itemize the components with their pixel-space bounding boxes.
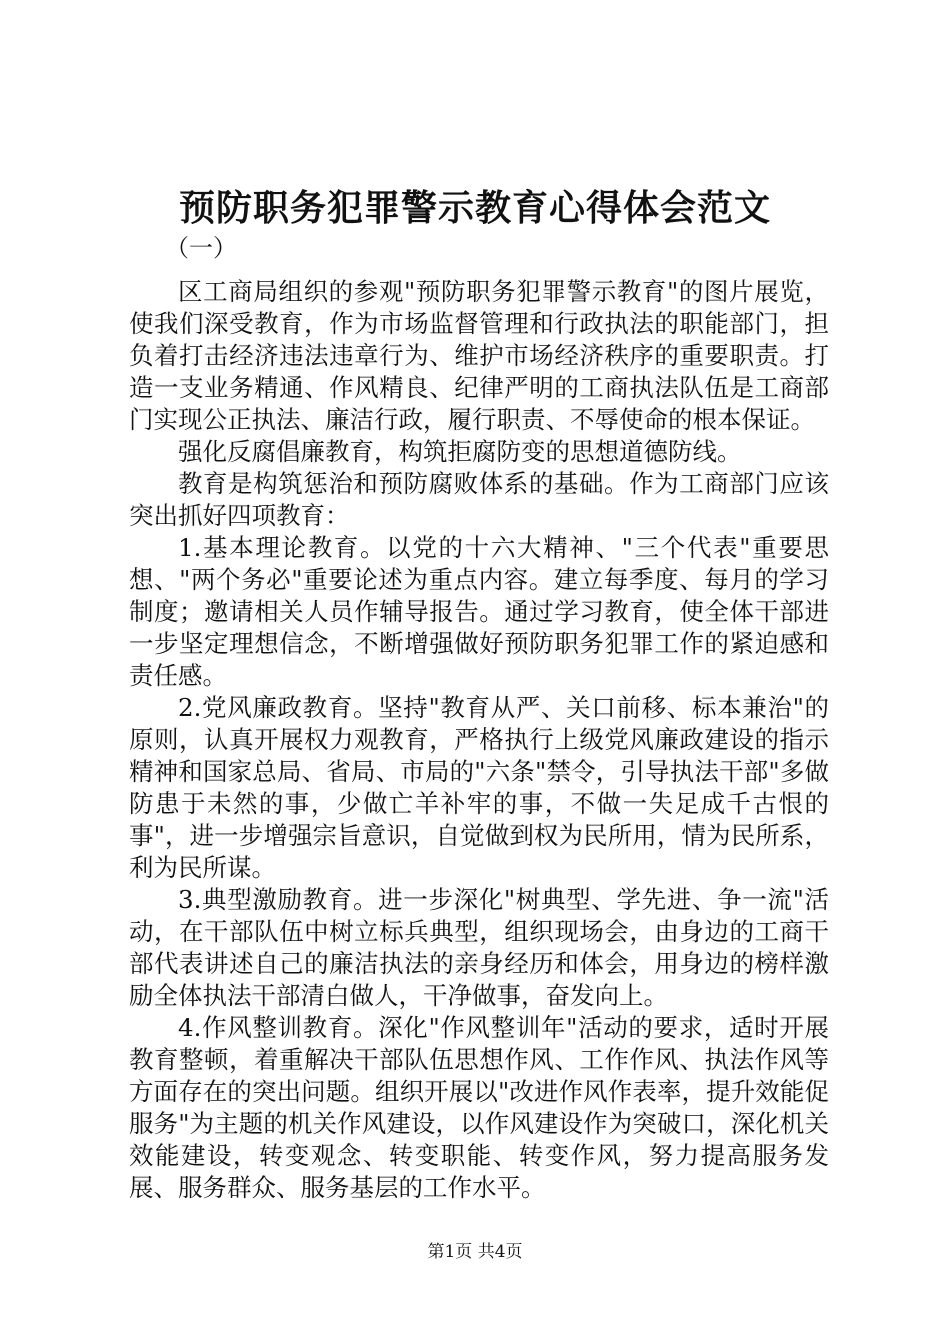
paragraph: 4.作风整训教育。深化"作风整训年"活动的要求，适时开展教育整顿，着重解决干部队伍思想作风、工作作风、执法作风等方面存在的突出问题。组织开展以"改进作风作表率，提升效能促服务"为主题的机关作风建设，以作风建设作为突破口，深化机关效能建设，转变观念、转变职能、转变作风，努力提高服务发展、服务群众、服务基层的工作水平。 xyxy=(129,1013,829,1202)
paragraph: 1.基本理论教育。以党的十六大精神、"三个代表"重要思想、"两个务必"重要论述为重点内容。建立每季度、每月的学习制度；邀请相关人员作辅导报告。通过学习教育，使全体干部进一步坚定理想信念，不断增强做好预防职务犯罪工作的紧迫感和责任感。 xyxy=(129,533,829,690)
page-title: 预防职务犯罪警示教育心得体会范文 xyxy=(178,187,771,229)
paragraph: 教育是构筑惩治和预防腐败体系的基础。作为工商部门应该突出抓好四项教育： xyxy=(129,469,829,530)
section-label: （一） xyxy=(165,234,237,262)
paragraph: 区工商局组织的参观"预防职务犯罪警示教育"的图片展览，使我们深受教育，作为市场监督管理和行政执法的职能部门，担负着打击经济违法违章行为、维护市场经济秩序的重要职责。打造一支业务精通、作风精良、纪律严明的工商执法队伍是工商部门实现公正执法、廉洁行政，履行职责、不辱使命的根本保证。 xyxy=(129,277,829,434)
paragraph: 强化反腐倡廉教育，构筑拒腐防变的思想道德防线。 xyxy=(178,437,742,466)
paragraph: 2.党风廉政教育。坚持"教育从严、关口前移、标本兼治"的原则，认真开展权力观教育，严格执行上级党风廉政建设的指示精神和国家总局、省局、市局的"六条"禁令，引导执法干部"多做防患于未然的事，少做亡羊补牢的事，不做一失足成千古恨的事"，进一步增强宗旨意识，自觉做到权为民所用，情为民所系，利为民所谋。 xyxy=(129,693,829,882)
paragraph: 3.典型激励教育。进一步深化"树典型、学先进、争一流"活动，在干部队伍中树立标兵典型，组织现场会，由身边的工商干部代表讲述自己的廉洁执法的亲身经历和体会，用身边的榜样激励全体执法干部清白做人，干净做事，奋发向上。 xyxy=(129,885,829,1010)
document-body xyxy=(129,276,829,1204)
page-number-footer: 第1页 共4页 xyxy=(427,1242,523,1262)
